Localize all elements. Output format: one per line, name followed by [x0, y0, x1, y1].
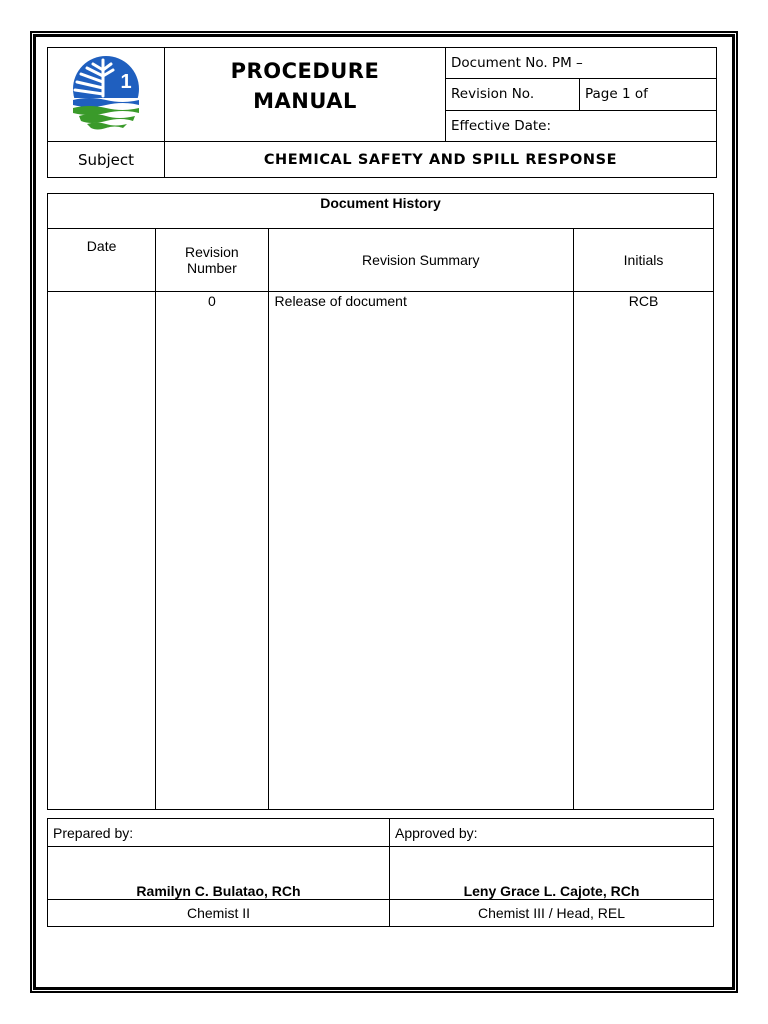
logo-cell [48, 48, 165, 142]
prepared-by-title: Chemist II [48, 900, 390, 927]
document-history-table [47, 193, 714, 810]
effective-date: Effective Date: [446, 110, 717, 141]
revision-number-header [156, 229, 268, 292]
subject-value: CHEMICAL SAFETY AND SPILL RESPONSE [165, 142, 717, 178]
title-line-1: PROCEDURE [230, 59, 380, 83]
subject-label: Subject [48, 142, 165, 178]
row-date [48, 292, 156, 810]
prepared-by-label: Prepared by: [48, 819, 390, 847]
revision-number-label: Revision No. [446, 79, 580, 110]
document-header [47, 47, 717, 178]
row-revision: 0 [156, 292, 268, 810]
revision-header-line-1: Revision [185, 244, 239, 260]
approved-by-label: Approved by: [390, 819, 714, 847]
approved-by-title: Chemist III / Head, REL [390, 900, 714, 927]
prepared-by-name: Ramilyn C. Bulatao, RCh [48, 847, 390, 900]
document-history-title: Document History [48, 194, 714, 229]
initials-header: Initials [574, 229, 714, 292]
date-header: Date [48, 229, 156, 292]
table-row [48, 292, 714, 810]
title-line-2: MANUAL [253, 89, 357, 113]
revision-header-line-2: Number [186, 260, 237, 276]
row-summary: Release of document [268, 292, 573, 810]
logo-number: 1 [120, 70, 132, 93]
approved-by-name: Leny Grace L. Cajote, RCh [390, 847, 714, 900]
row-initials: RCB [574, 292, 714, 810]
signature-table [47, 818, 714, 927]
revision-summary-header: Revision Summary [268, 229, 573, 292]
document-number: Document No. PM – [446, 48, 717, 79]
manual-title [165, 48, 446, 142]
agency-logo-icon [69, 56, 143, 134]
page-number: Page 1 of [580, 79, 717, 110]
